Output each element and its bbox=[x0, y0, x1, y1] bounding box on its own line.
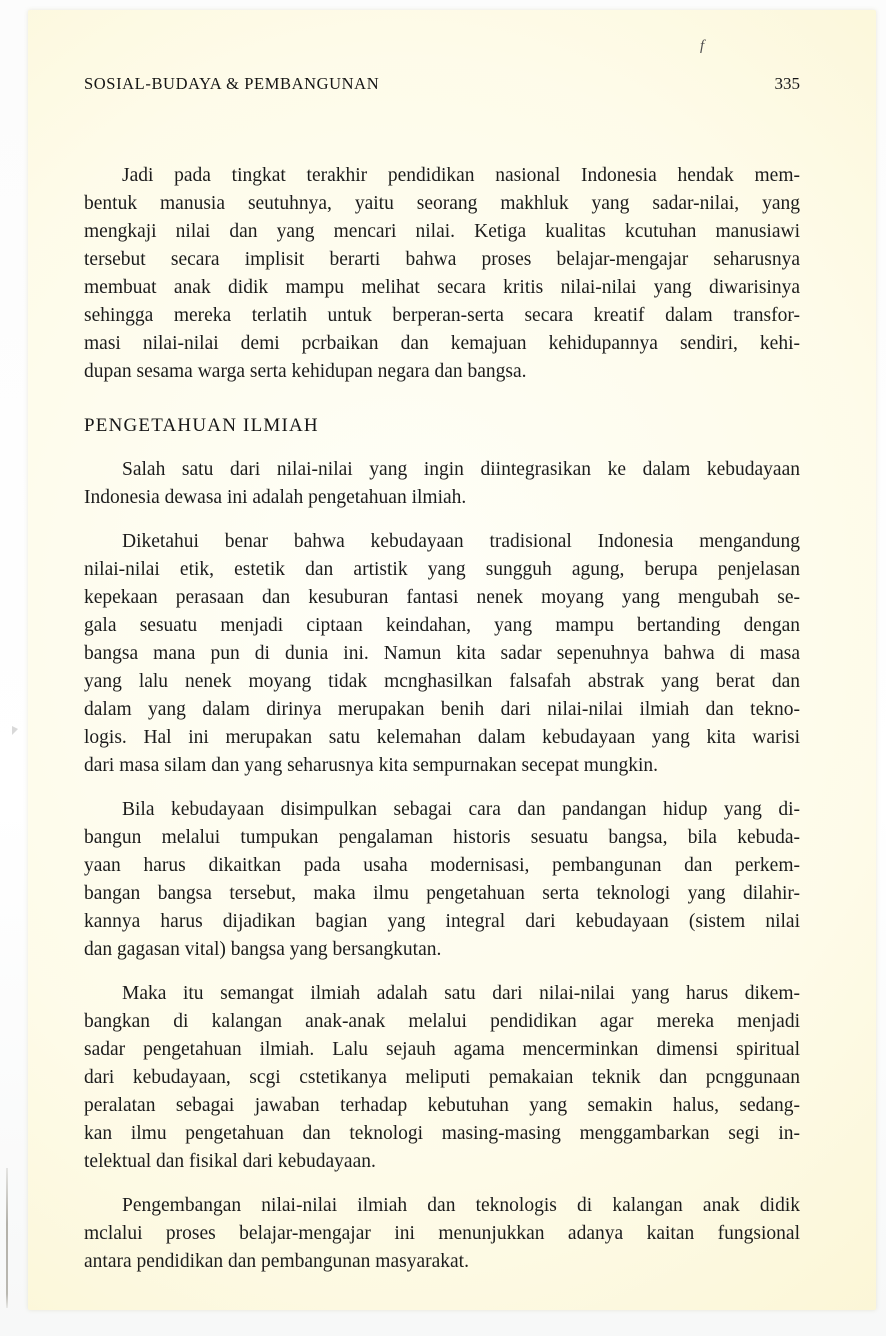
text-line: bangkan di kalangan anak-anak melalui pendidikan agar mereka menjadi bbox=[84, 1011, 800, 1032]
text-line: dupan sesama warga serta kehidupan negara dan bangsa. bbox=[84, 361, 527, 382]
text-line: membuat anak didik mampu melihat secara kritis nilai-nilai yang diwarisinya bbox=[84, 277, 800, 298]
text-line: bangan bangsa tersebut, maka ilmu pengetahuan serta teknologi yang dilahir- bbox=[84, 883, 800, 904]
text-line: logis. Hal ini merupakan satu kelemahan dalam kebudayaan yang kita warisi bbox=[84, 727, 800, 748]
paragraph bbox=[84, 980, 800, 1176]
stray-ink-mark: f bbox=[700, 38, 705, 54]
text-line: kepekaan perasaan dan kesuburan fantasi nenek moyang yang mengubah se- bbox=[84, 587, 800, 608]
text-line: kan ilmu pengetahuan dan teknologi masing-masing menggambarkan segi in- bbox=[84, 1123, 800, 1144]
paragraph bbox=[84, 528, 800, 780]
text-line: nilai-nilai etik, estetik dan artistik yang sungguh agung, berupa penjelasan bbox=[84, 559, 800, 580]
text-line: sadar pengetahuan ilmiah. Lalu sejauh agama mencerminkan dimensi spiritual bbox=[84, 1039, 800, 1060]
text-line: bentuk manusia seutuhnya, yaitu seorang makhluk yang sadar-nilai, yang bbox=[84, 193, 800, 214]
text-line: bangun melalui tumpukan pengalaman historis sesuatu bangsa, bila kebuda- bbox=[84, 827, 800, 848]
page-content bbox=[28, 10, 876, 1276]
text-line: Bila kebudayaan disimpulkan sebagai cara dan pandangan hidup yang di- bbox=[122, 799, 800, 820]
text-line: mclalui proses belajar-mengajar ini menunjukkan adanya kaitan fungsional bbox=[84, 1223, 800, 1244]
paragraph bbox=[84, 456, 800, 512]
text-line: Pengembangan nilai-nilai ilmiah dan teknologis di kalangan anak didik bbox=[122, 1195, 800, 1216]
text-line: Salah satu dari nilai-nilai yang ingin diintegrasikan ke dalam kebudayaan bbox=[122, 459, 800, 480]
text-line: Jadi pada tingkat terakhir pendidikan nasional Indonesia hendak mem- bbox=[122, 165, 800, 186]
book-spine-shadow bbox=[6, 1168, 8, 1308]
text-line: antara pendidikan dan pembangunan masyarakat. bbox=[84, 1251, 469, 1272]
text-line: dari masa silam dan yang seharusnya kita sempurnakan secepat mungkin. bbox=[84, 755, 658, 776]
book-page bbox=[28, 10, 876, 1310]
running-header-row bbox=[84, 74, 800, 98]
page-number: 335 bbox=[774, 74, 800, 93]
text-line: yaan harus dikaitkan pada usaha modernisasi, pembangunan dan perkem- bbox=[84, 855, 800, 876]
section-heading: PENGETAHUAN ILMIAH bbox=[84, 415, 319, 436]
text-line: tersebut secara implisit berarti bahwa proses belajar-mengajar seharusnya bbox=[84, 249, 800, 270]
text-line: Maka itu semangat ilmiah adalah satu dari nilai-nilai yang harus dikem- bbox=[122, 983, 800, 1004]
text-line: telektual dan fisikal dari kebudayaan. bbox=[84, 1151, 376, 1172]
text-line: sehingga mereka terlatih untuk berperan-serta secara kreatif dalam transfor- bbox=[84, 305, 800, 326]
text-line: yang lalu nenek moyang tidak mcnghasilkan falsafah abstrak yang berat dan bbox=[84, 671, 800, 692]
text-line: peralatan sebagai jawaban terhadap kebutuhan yang semakin halus, sedang- bbox=[84, 1095, 800, 1116]
paragraph bbox=[84, 796, 800, 964]
text-line: Diketahui benar bahwa kebudayaan tradisional Indonesia mengandung bbox=[122, 531, 800, 552]
text-line: kannya harus dijadikan bagian yang integral dari kebudayaan (sistem nilai bbox=[84, 911, 800, 932]
text-line: Indonesia dewasa ini adalah pengetahuan ilmiah. bbox=[84, 487, 467, 508]
text-line: dan gagasan vital) bangsa yang bersangkutan. bbox=[84, 939, 442, 960]
paragraph bbox=[84, 1192, 800, 1276]
text-line: dalam yang dalam dirinya merupakan benih dari nilai-nilai ilmiah dan tekno- bbox=[84, 699, 800, 720]
running-header-title: SOSIAL-BUDAYA & PEMBANGUNAN bbox=[84, 74, 380, 93]
text-line: bangsa mana pun di dunia ini. Namun kita sadar sepenuhnya bahwa di masa bbox=[84, 643, 800, 664]
paragraph bbox=[84, 162, 800, 386]
text-flow bbox=[84, 162, 800, 1276]
text-line: masi nilai-nilai demi pcrbaikan dan kemajuan kehidupannya sendiri, kehi- bbox=[84, 333, 800, 354]
scan-artifact-mark bbox=[12, 726, 18, 735]
text-line: mengkaji nilai dan yang mencari nilai. Ketiga kualitas kcutuhan manusiawi bbox=[84, 221, 800, 242]
text-line: gala sesuatu menjadi ciptaan keindahan, yang mampu bertanding dengan bbox=[84, 615, 800, 636]
text-line: dari kebudayaan, scgi cstetikanya meliputi pemakaian teknik dan pcnggunaan bbox=[84, 1067, 800, 1088]
